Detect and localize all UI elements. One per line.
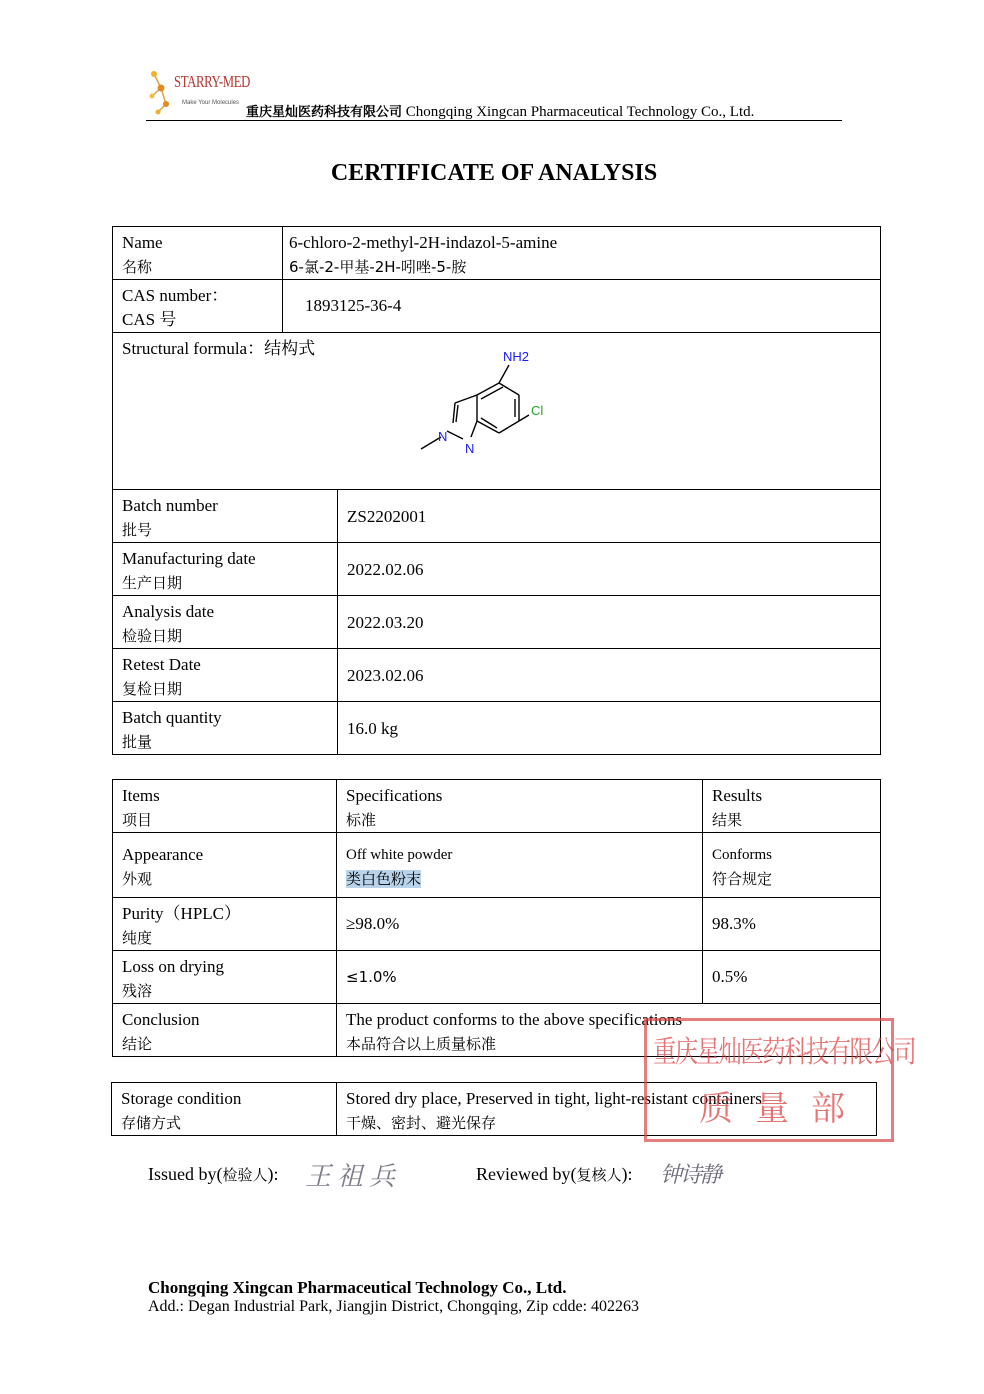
row-label: Manufacturing date: [122, 549, 256, 568]
quality-department-stamp: [644, 1018, 916, 1142]
cas-label-cn: CAS 号: [122, 310, 177, 329]
stamp-department-text: 质量部: [699, 1089, 867, 1129]
storage-value: Stored dry place, Preserved in tight, light-resistant containers: [346, 1089, 762, 1108]
row-label-cn: 批号: [122, 521, 153, 539]
item-name: Purity（HPLC）: [122, 904, 242, 923]
issued-by-signature: 王祖兵: [305, 1162, 402, 1192]
n-atom-label: N: [438, 429, 448, 444]
storage-value-cn: 干燥、密封、避光保存: [346, 1114, 497, 1132]
cl-atom-label: Cl: [531, 403, 544, 418]
cas-row: [113, 280, 881, 333]
issued-by-label-cn: 检验人: [222, 1166, 268, 1184]
reviewed-by-signature: 钟诗静: [660, 1163, 721, 1188]
logo-tagline: Make Your Molecules: [182, 100, 240, 106]
results-header-row: [113, 780, 881, 833]
result-value-cn: 符合规定: [712, 870, 773, 888]
batch-quantity-row: [113, 702, 881, 755]
company-name-en: Chongqing Xingcan Pharmaceutical Technology Co., Ltd.: [405, 104, 755, 120]
result-value: 98.3%: [712, 914, 756, 933]
company-logo: [146, 66, 250, 116]
stamp-company-text: 重庆星灿医药科技有限公司: [653, 1035, 916, 1070]
spec-value: ≤1.0%: [346, 968, 397, 986]
spec-value: Off white powder: [346, 847, 453, 863]
reviewed-by-label: Reviewed by(: [476, 1164, 577, 1184]
spec-value: ≥98.0%: [346, 914, 400, 933]
row-label-cn: 检验日期: [122, 627, 183, 645]
conclusion-text: The product conforms to the above specifications: [346, 1010, 683, 1029]
cas-label: CAS number：: [122, 286, 229, 305]
retest-date-value: 2023.02.06: [347, 666, 424, 685]
analysis-date-value: 2022.03.20: [347, 613, 424, 632]
reviewed-by: [476, 1164, 632, 1185]
storage-label: Storage condition: [121, 1089, 242, 1108]
cas-value: 1893125-36-4: [305, 296, 402, 315]
issued-by-label: Issued by(: [148, 1164, 223, 1184]
column-header: Results: [712, 786, 763, 805]
appearance-row: [113, 833, 881, 898]
row-label: Batch quantity: [122, 708, 222, 727]
product-name-en: 6-chloro-2-methyl-2H-indazol-5-amine: [289, 233, 558, 252]
name-row: [113, 227, 881, 280]
n-atom-label: N: [465, 441, 475, 456]
result-value: Conforms: [712, 847, 772, 863]
manufacturing-date-row: [113, 543, 881, 596]
batch-quantity-value: 16.0 kg: [347, 719, 398, 738]
issued-by: [148, 1164, 279, 1185]
product-name-cn: 6-氯-2-甲基-2H-吲唑-5-胺: [289, 258, 467, 276]
item-name-cn: 纯度: [122, 929, 153, 947]
column-header-cn: 结果: [712, 811, 743, 829]
document-title: CERTIFICATE OF ANALYSIS: [330, 160, 658, 186]
row-label-cn: 复检日期: [122, 680, 183, 698]
molecule-logo-icon: [146, 66, 176, 116]
name-label-cn: 名称: [122, 258, 153, 276]
header-divider: [146, 120, 842, 121]
item-name: Loss on drying: [122, 957, 224, 976]
loss-on-drying-row: [113, 951, 881, 1004]
batch-number-value: ZS2202001: [347, 507, 427, 526]
issued-by-label-end: ):: [267, 1164, 279, 1184]
product-info-table: [112, 226, 881, 755]
spec-value-cn: 类白色粉末: [346, 870, 422, 888]
conclusion-text-cn: 本品符合以上质量标准: [346, 1035, 497, 1053]
company-name-cn: 重庆星灿医药科技有限公司: [246, 105, 403, 120]
reviewed-by-label-cn: 复核人: [576, 1166, 622, 1184]
logo-wordmark: STARRY-MED: [174, 72, 250, 91]
column-header: Items: [122, 786, 160, 805]
row-label-cn: 生产日期: [122, 574, 183, 592]
purity-row: [113, 898, 881, 951]
retest-date-row: [113, 649, 881, 702]
row-label-cn: 批量: [122, 733, 153, 751]
item-name-cn: 外观: [122, 870, 153, 888]
analysis-date-row: [113, 596, 881, 649]
conclusion-label: Conclusion: [122, 1010, 200, 1029]
item-name: Appearance: [122, 845, 204, 864]
column-header-cn: 项目: [122, 811, 153, 829]
structure-row: [113, 333, 881, 490]
nh2-atom-label: NH2: [503, 349, 530, 364]
column-header-cn: 标准: [346, 811, 377, 829]
result-value: 0.5%: [712, 967, 748, 986]
conclusion-label-cn: 结论: [122, 1035, 153, 1053]
manufacturing-date-value: 2022.02.06: [347, 560, 424, 579]
batch-number-row: [113, 490, 881, 543]
row-label: Retest Date: [122, 655, 201, 674]
column-header: Specifications: [346, 786, 443, 805]
company-header: [246, 101, 754, 121]
footer-company: Chongqing Xingcan Pharmaceutical Technology Co., Ltd.: [148, 1278, 567, 1297]
structural-formula-label: Structural formula：结构式: [122, 339, 316, 358]
name-label: Name: [122, 233, 163, 252]
footer-address: Add.: Degan Industrial Park, Jiangjin District, Chongqing, Zip cdde: 402263: [148, 1298, 640, 1315]
structural-formula-image: [393, 343, 573, 473]
row-label: Analysis date: [122, 602, 215, 621]
storage-label-cn: 存储方式: [121, 1114, 182, 1132]
analysis-results-table: [112, 779, 881, 1057]
item-name-cn: 残溶: [122, 982, 153, 1000]
row-label: Batch number: [122, 496, 218, 515]
reviewed-by-label-end: ):: [621, 1164, 633, 1184]
